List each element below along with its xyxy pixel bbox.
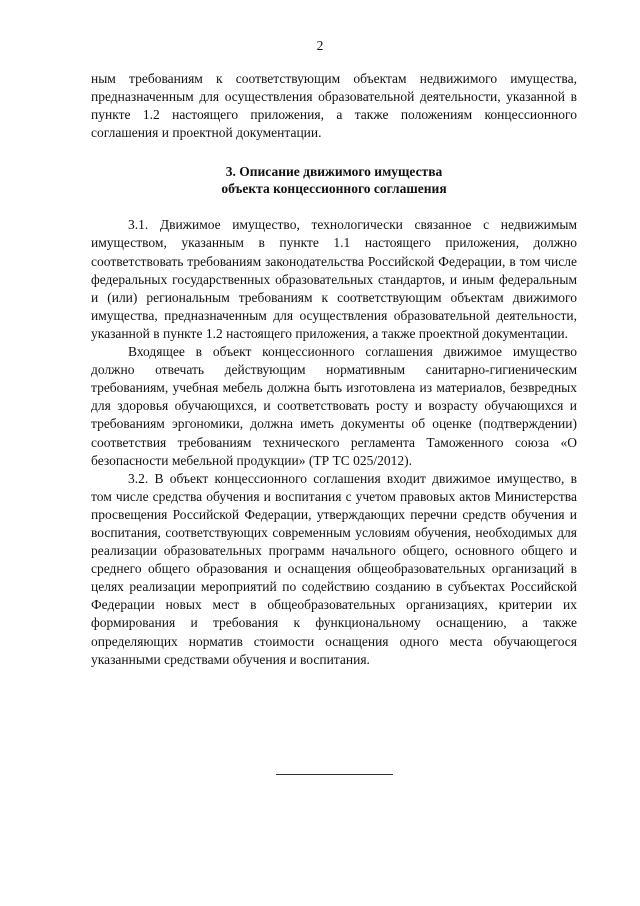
paragraph-3-2: 3.2. В объект концессионного соглашения входит движимое имущество, в том числе средства обучения и воспитания с учетом правовых актов Министерства просвещения Российской Федерации, утверждающих перечни средств обучения и воспитания, соответствующих современным условиям обучения, необходимых для реализации образовательных программ начального общего, основного общего и среднего общего образования и оснащения общеобразовательных организаций в целях реализации мероприятий по содействию созданию в субъектах Российской Федерации новых мест в общеобразовательных организациях, критерии их формирования и требования к функциональному оснащению, а также определяющих норматив стоимости оснащения одного места обучающегося указанными средствами обучения и воспитания. — [91, 470, 577, 667]
paragraph-furniture: Входящее в объект концессионного соглашения движимое имущество должно отвечать действующим нормативным санитарно-гигиеническим требованиям, учебная мебель должна быть изготовлена из материалов, безвредных для здоровья обучающихся, и соответствовать росту и возрасту обучающихся и требованиям эргономики, должна иметь документы об оценке (подтверждении) соответствия требованиям технического регламента Таможенного союза «О безопасности мебельной продукции» (ТР ТС 025/2012). — [91, 344, 577, 468]
end-separator-line — [276, 774, 393, 775]
section-heading-line-2: объекта концессионного соглашения — [221, 181, 447, 197]
section-heading-line-1: 3. Описание движимого имущества — [225, 164, 443, 180]
section-heading — [91, 163, 577, 197]
document-body — [91, 70, 577, 669]
page-number: 2 — [316, 38, 324, 53]
intro-paragraph: ным требованиям к соответствующим объектам недвижимого имущества, предназначенным для осуществления образовательной деятельности, указанной в пункте 1.2 настоящего приложения, а также положениям концессионного соглашения и проектной документации. — [91, 71, 577, 141]
paragraph-3-1: 3.1. Движимое имущество, технологически связанное с недвижимым имуществом, указанным в пункте 1.1 настоящего приложения, должно соответствовать требованиям законодательства Российской Федерации, в том числе федеральных государственных образовательных стандартов, и иным федеральным и (или) региональным требованиям к соответствующим объектам движимого имущества, предназначенным для осуществления образовательной деятельности, указанной в пункте 1.2 настоящего приложения, а также проектной документации. — [91, 217, 577, 341]
